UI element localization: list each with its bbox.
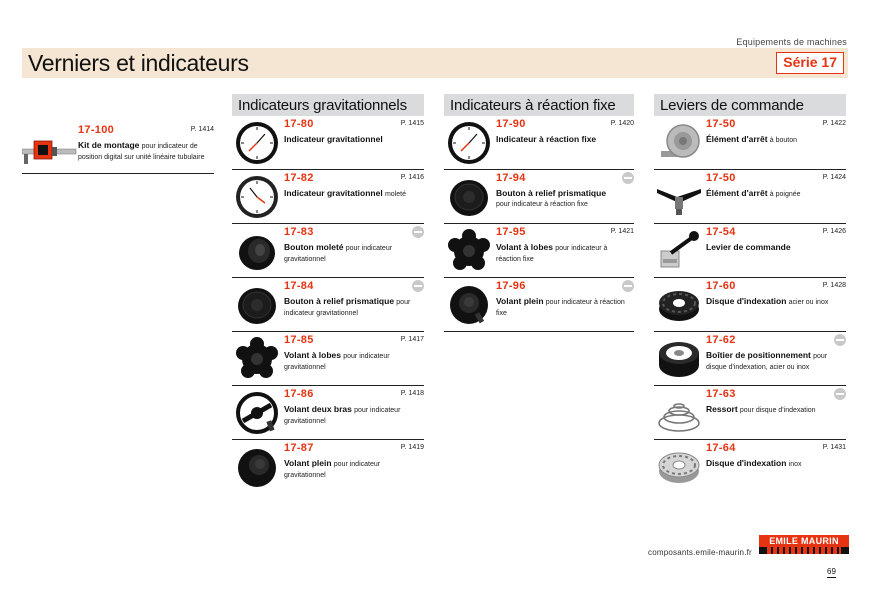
product-description (706, 350, 840, 373)
product-description (78, 140, 208, 163)
product-code: 17-85 (284, 334, 314, 346)
new-product-icon (834, 334, 846, 346)
page-ref: P. 1417 (400, 336, 424, 343)
page-number: 69 (827, 567, 836, 576)
section-label: Equipements de machines (736, 37, 847, 47)
lobed-wheel-icon (232, 336, 282, 382)
product-item-17-100[interactable] (22, 122, 214, 174)
column-gravitational-indicators (232, 94, 424, 479)
product-item[interactable] (444, 170, 634, 224)
column-control-levers (654, 94, 846, 468)
page-ref: P. 1416 (400, 174, 424, 181)
product-item[interactable] (654, 170, 846, 224)
column-fixed-reaction-indicators (444, 94, 634, 317)
product-name: Élément d'arrêt (706, 188, 768, 198)
product-description (284, 404, 418, 427)
product-code: 17-64 (706, 442, 736, 454)
column-header: Leviers de commande (654, 94, 846, 116)
solid-wheel-icon (444, 282, 494, 328)
product-code: 17-80 (284, 118, 314, 130)
product-name: Bouton moleté (284, 242, 344, 252)
prismatic-knob-icon (232, 282, 282, 328)
product-name: Élément d'arrêt (706, 134, 768, 144)
product-name: Ressort (706, 404, 738, 414)
product-code: 17-90 (496, 118, 526, 130)
page-ref: P. 1422 (822, 120, 846, 127)
product-name: Volant plein (496, 296, 544, 306)
product-item[interactable] (232, 224, 424, 278)
product-detail: pour indicateur gravitationnel (284, 245, 393, 263)
product-code: 17-100 (78, 124, 115, 136)
product-code: 17-60 (706, 280, 736, 292)
product-code: 17-87 (284, 442, 314, 454)
product-description (284, 188, 418, 200)
product-description (706, 296, 840, 308)
new-product-icon (622, 172, 634, 184)
product-detail: pour indicateur gravitationnel (284, 299, 411, 317)
stop-handle-icon (654, 174, 704, 220)
product-description (496, 296, 628, 319)
spring-icon (654, 390, 704, 436)
new-product-icon (412, 280, 424, 292)
product-name: Indicateur gravitationnel (284, 188, 383, 198)
page-ref: P. 1426 (822, 228, 846, 235)
product-name: Boîtier de positionnement (706, 350, 811, 360)
product-detail: à bouton (769, 137, 798, 144)
control-lever-icon (654, 228, 704, 274)
page-ref: P. 1414 (190, 126, 214, 133)
lobed-wheel-icon (444, 228, 494, 274)
product-item[interactable] (654, 224, 846, 278)
page-ref: P. 1420 (610, 120, 634, 127)
index-disc-icon (654, 282, 704, 328)
product-detail: pour indicateur gravitationnel (284, 353, 390, 371)
product-detail: pour indicateur à réaction fixe (496, 201, 588, 208)
gauge-dial-icon (232, 120, 282, 166)
product-code: 17-84 (284, 280, 314, 292)
product-item[interactable] (654, 116, 846, 170)
gauge-dial-icon (232, 174, 282, 220)
page-ref: P. 1415 (400, 120, 424, 127)
product-description (284, 458, 418, 481)
product-detail: acier ou inox (788, 299, 829, 306)
product-item[interactable] (232, 332, 424, 386)
product-description (706, 404, 840, 416)
product-item[interactable] (654, 332, 846, 386)
product-code: 17-96 (496, 280, 526, 292)
product-detail: pour disque d'indexation (739, 407, 816, 414)
product-code: 17-94 (496, 172, 526, 184)
product-detail: pour indicateur de position digital sur unité linéaire tubulaire (78, 143, 205, 161)
two-arm-wheel-icon (232, 390, 282, 436)
product-description (706, 134, 840, 146)
new-product-icon (834, 388, 846, 400)
product-description (284, 134, 418, 146)
product-name: Kit de montage (78, 140, 140, 150)
stop-button-icon (654, 120, 704, 166)
brand-logo (759, 535, 849, 555)
prismatic-knob-icon (444, 174, 494, 220)
logo-stripe (759, 547, 849, 554)
new-product-icon (412, 226, 424, 238)
product-name: Bouton à relief prismatique (284, 296, 395, 306)
column-header: Indicateurs à réaction fixe (444, 94, 634, 116)
product-description (496, 134, 628, 146)
product-item[interactable] (232, 386, 424, 440)
product-description (284, 242, 418, 265)
product-item[interactable] (654, 440, 846, 494)
product-description (706, 458, 840, 470)
product-item[interactable] (444, 116, 634, 170)
product-name: Volant deux bras (284, 404, 352, 414)
product-name: Indicateur gravitationnel (284, 134, 383, 144)
footer-url[interactable]: composants.emile-maurin.fr (648, 548, 752, 557)
page-ref: P. 1419 (400, 444, 424, 451)
product-detail: à poignée (769, 191, 801, 198)
serie-badge: Série 17 (776, 52, 844, 74)
logo-text: EMILE MAURIN (759, 535, 849, 547)
steel-index-disc-icon (654, 444, 704, 490)
page-ref: P. 1424 (822, 174, 846, 181)
product-name: Levier de commande (706, 242, 791, 252)
column-header: Indicateurs gravitationnels (232, 94, 424, 116)
solid-wheel-icon (232, 444, 282, 490)
product-item[interactable] (444, 278, 634, 332)
mounting-kit-icon (22, 126, 78, 172)
product-name: Disque d'indexation (706, 458, 787, 468)
product-item[interactable] (654, 278, 846, 332)
product-code: 17-86 (284, 388, 314, 400)
title-bar (22, 48, 848, 78)
product-detail: pour indicateur à réaction fixe (496, 245, 608, 263)
product-code: 17-54 (706, 226, 736, 238)
product-name: Volant à lobes (284, 350, 341, 360)
product-item[interactable] (232, 440, 424, 494)
gauge-dial-icon (444, 120, 494, 166)
product-description (284, 350, 418, 373)
new-product-icon (622, 280, 634, 292)
product-description (284, 296, 418, 319)
product-detail: pour disque d'indexation, acier ou inox (706, 353, 828, 371)
product-detail: pour indicateur gravitationnel (284, 461, 381, 479)
product-item[interactable] (232, 170, 424, 224)
knurled-knob-icon (232, 228, 282, 274)
product-description (706, 242, 840, 254)
product-code: 17-82 (284, 172, 314, 184)
product-detail: pour indicateur gravitationnel (284, 407, 401, 425)
product-detail: moleté (384, 191, 406, 198)
product-code: 17-95 (496, 226, 526, 238)
product-name: Volant plein (284, 458, 332, 468)
product-item[interactable] (232, 116, 424, 170)
page-ref: P. 1418 (400, 390, 424, 397)
product-item[interactable] (654, 386, 846, 440)
positioning-housing-icon (654, 336, 704, 382)
product-name: Disque d'indexation (706, 296, 787, 306)
product-code: 17-83 (284, 226, 314, 238)
page-title: Verniers et indicateurs (28, 50, 249, 76)
page-ref: P. 1421 (610, 228, 634, 235)
product-description (496, 242, 628, 265)
product-detail: pour indicateur à réaction fixe (496, 299, 625, 317)
product-name: Indicateur à réaction fixe (496, 134, 597, 144)
product-name: Volant à lobes (496, 242, 553, 252)
product-item[interactable] (444, 224, 634, 278)
product-code: 17-50 (706, 172, 736, 184)
product-description (496, 188, 628, 210)
product-code: 17-50 (706, 118, 736, 130)
product-code: 17-63 (706, 388, 736, 400)
product-detail: inox (788, 461, 802, 468)
product-description (706, 188, 840, 200)
product-item[interactable] (232, 278, 424, 332)
product-code: 17-62 (706, 334, 736, 346)
product-name: Bouton à relief prismatique (496, 188, 607, 198)
page-ref: P. 1431 (822, 444, 846, 451)
page-ref: P. 1428 (822, 282, 846, 289)
